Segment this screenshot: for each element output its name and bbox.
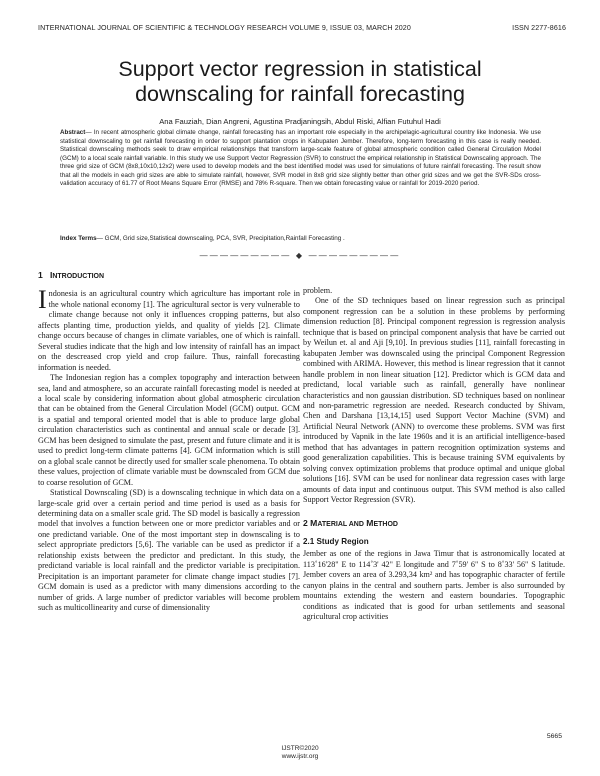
journal-name: INTERNATIONAL JOURNAL OF SCIENTIFIC & TECHNOLOGY RESEARCH VOLUME 9, ISSUE 03, MARCH 2020 [38,24,411,32]
page-number: 5665 [546,733,562,740]
section-2-heading: 2 MATERIAL AND METHOD [303,517,398,528]
running-header [38,24,566,32]
abstract [60,129,541,189]
abstract-label: Abstract [60,129,86,136]
footer-copyright: IJSTR©2020 [281,745,319,752]
intro-paragraph-3-continued: problem. [303,286,333,295]
subsection-2-1-heading: 2.1 Study Region [303,536,369,546]
right-column [303,286,565,623]
intro-paragraph-1: Indonesia is an agricultural country which agriculture has important role in the whole national economy [1]. The agricultural sector is very vulnerable to climate change because not only it influences cropping patterns, but also affects planting time, production yields, and quality of yields [2]. Climate change occurs because of changes in climate variables, one of which is rainfall. Several studies indicate that the high and low intensity of rainfall has an impact on the descreased crop yield and crop failure. Thus, rainfall forecasting information is needed. [38,285,300,372]
journal-issn: ISSN 2277-8616 [512,24,566,32]
index-terms-label: Index Terms [60,235,97,242]
section-1-heading: 1 INTRODUCTION [38,270,105,280]
paper-title: Support vector regression in statistical downscaling for rainfall forecasting [118,57,482,106]
index-terms-text: — GCM, Grid size,Statistical downscaling, PCA, SVR, Precipitation,Rainfall Forecasting . [96,235,345,242]
drop-cap: I [38,285,47,315]
intro-paragraph-2: The Indonesian region has a complex topography and interaction between sea, land and atmosphere, so an accurate rainfall forecasting model is needed at a local scale by considering information about global atmospheric circulation that can be obtained from the General Circulation Model (GCM) output. GCM is a spatial and temporal oriented model that is able to produce large global circulation characteristics such as continental and annual scale or decade [3]. GCM has been designed to simulate the past, present and future climate and it is used to predict long-term climate patterns [4]. GCM information which is still on a global scale cannot be directly used for smaller scale phenomena. To obtain these values, projection of climate variable must be downscaled from GCM due to coarse resolution of GCM. [38,373,300,487]
footer-url: www.ijstr.org [281,753,319,760]
abstract-text: — In recent atmospheric global climate change, rainfall forecasting has an important role especially in the archipelagic-agricultural country like Indonesia. We use statistical downscaling to get rainfall forecasting in order to support plantation crops in Kabupaten Jember. Therefore, long-term forecasting in this case is really needed. Statistical downscaling methods seek to draw empirical relationships that transform large-scale feature of global atmospheric condition called General Circulation Model (GCM) to a local scale rainfall variable. In this study we use Support Vector Regression (SVR) to construct the empirical relationship in Statistical Downscaling approach. The three grid size of GCM (8x8,10x10,12x2) were used to develop models and the best identified model was used for simulations of future rainfall forecasting. The result show that all the models in each grid sizes are able to simulate rainfall, however, SVR model in 8x8 grid size slightly better than other grid sizes and we get the SVR-SDs cross-validation accuracy of 61.77 of Root Means Square Error (RMSE) and 78% R-square. Then we obtain forecasting value or rainfall for 2019-2020 period. [60,129,541,188]
study-region-paragraph: Jember as one of the regions in Jawa Timur that is astronomically located at 113˚16'28" E to 114˚3' 42" E longitude and 7˚59' 6" S to 8˚33' 56" S latitude. Jember covers an area of 3.293,34 km² and has topographic character of fertile canyon plains in the central and southern parts. Jember is also surrounded by mountains extending the western and eastern boundaries. Topographic conditions as indicated that is good for urban settlements and seasonal agricultural crop activities [303,549,565,622]
author-list: Ana Fauziah, Dian Angreni, Agustina Pradjaningsih, Abdul Riski, Alfian Futuhul Hadi [159,117,441,126]
intro-paragraph-4: One of the SD techniques based on linear regression such as principal component regression can be a solution in these problems by performing dimension reduction [8]. Principal component regression is regression analysis technique that is based on principal component analysis that have be carried out by Weilun et. al and Aji [9,10]. In previous studies [11], rainfall forecasting in kabupaten Jember was downscaled using the principal Component Regression combined with ARIMA. However, this method is linear regression that it cannot handle problem in non linear situation [12]. Predictor which is GCM data and predictand, local variable such as rainfall, generally have nonlinear characteristics and non gaussian distribution. SD techniques based on nonlinear and non-parametric regression are needed. Research conducted by Shivam, Chen and Darshana [13,14,15] used Support Vector Machine (SVM) and Artificial Neural Network (ANN) to overcome these problems. SVM was first introduced by Vapnik in the late 1960s and it is an artificial intelligence-based method that has advantages in pattern recognition optimization systems and good generalization capabilities. This is because training SVM equivalents by solving convex optimization problems that produce optimal and unique global solutions [16]. SVM can be used for nonlinear data regression cases with large amounts of data input and continuous output. This SVM method is also called Support Vector Regression (SVR). [303,296,565,505]
index-terms [60,235,540,242]
section-divider: ————————— ◆ ————————— [199,251,401,260]
left-column [38,270,300,614]
intro-paragraph-3: Statistical Downscaling (SD) is a downscaling technique in which data on a large-scale grid over a certain period and time period is used as a basis for determining data on a smaller scale grid. The SD model is basically a regression model that involves a function between one or more predictor variables and or one predictand variable. One of the most important step in downscaling is to select appropriate predictors [5,6]. The variable can be used as predictor if a relationship exists between the predictor and predictant. In this study, the predictand variable is local rainfall and the predictor variable is precipitation. Precipitation is an important parameter for climate change impact studies [7]. GCM domain is used as a predictor with many dimensions according to the number of grids. A large number of predictor variables will become problem such as multicollinearity and curse of dimensionality [38,488,300,613]
